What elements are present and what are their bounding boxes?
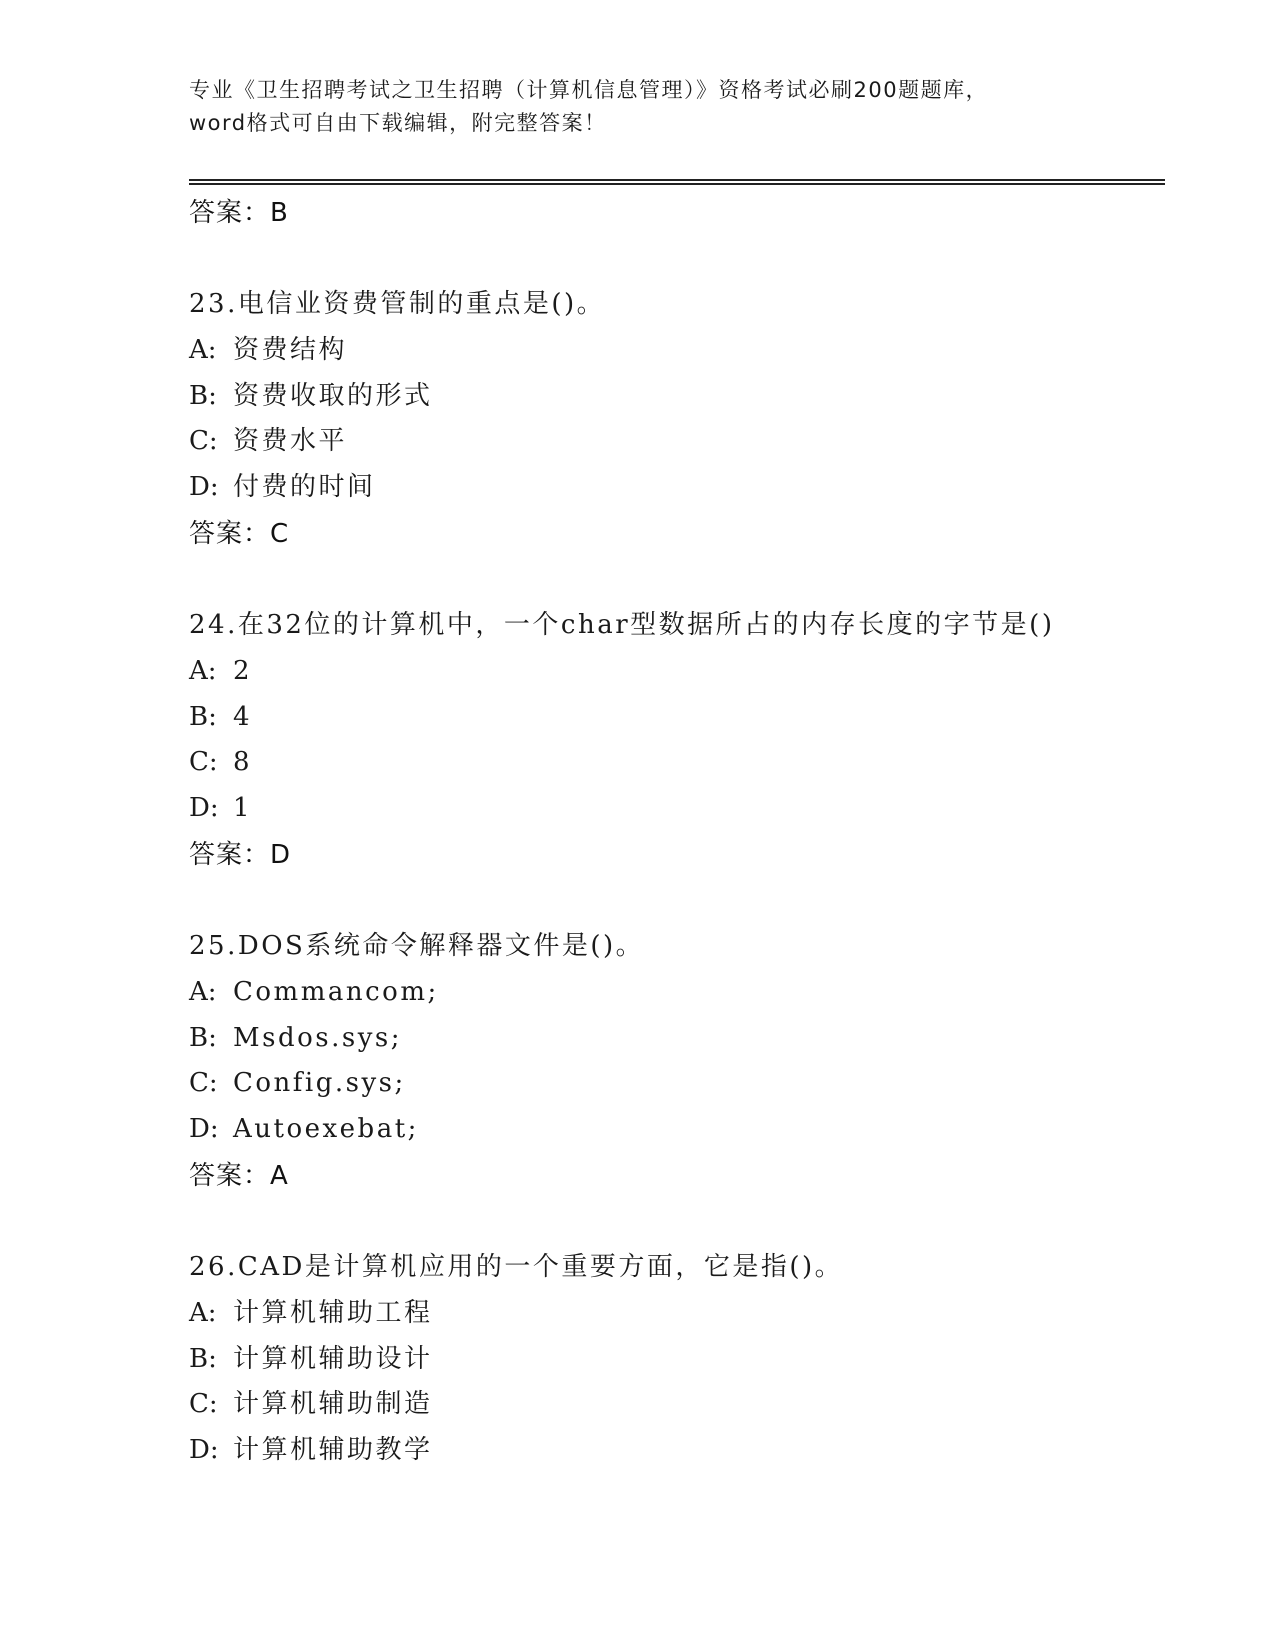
option-label: D: <box>189 1435 219 1466</box>
option-label: D: <box>189 472 219 503</box>
option-text: 计算机辅助教学 <box>233 1435 433 1466</box>
question-block <box>189 1245 1149 1474</box>
option-d <box>189 1107 1149 1153</box>
document-header <box>189 74 1089 140</box>
option-a <box>189 1291 1149 1337</box>
option-d <box>189 1428 1149 1474</box>
option-text: 4 <box>233 701 253 732</box>
option-label: D: <box>189 793 219 824</box>
option-label: C: <box>189 426 218 457</box>
option-b <box>189 1337 1149 1383</box>
option-text: 资费水平 <box>233 426 348 457</box>
header-line-2: word格式可自由下载编辑，附完整答案！ <box>189 111 607 135</box>
option-label: A: <box>189 334 217 365</box>
option-text: 1 <box>233 793 253 824</box>
question-stem: 26.CAD是计算机应用的一个重要方面，它是指()。 <box>189 1251 844 1282</box>
option-a <box>189 328 1149 374</box>
option-label: C: <box>189 747 218 778</box>
option-text: 计算机辅助制造 <box>233 1389 433 1420</box>
option-label: B: <box>189 380 217 411</box>
question-block <box>189 603 1149 878</box>
option-label: B: <box>189 1343 217 1374</box>
header-divider <box>189 179 1165 184</box>
option-text: 资费收取的形式 <box>233 380 433 411</box>
option-c <box>189 419 1149 465</box>
option-text: Autoexebat; <box>233 1114 419 1145</box>
option-label: C: <box>189 1389 218 1420</box>
option-c <box>189 1061 1149 1107</box>
option-text: 计算机辅助工程 <box>233 1297 433 1328</box>
answer-line: 答案：B <box>189 198 289 228</box>
answer-line: 答案：A <box>189 1160 289 1191</box>
option-label: A: <box>189 1297 217 1328</box>
option-text: Msdos.sys; <box>233 1022 403 1053</box>
option-b <box>189 695 1149 741</box>
option-d <box>189 786 1149 832</box>
option-d <box>189 465 1149 511</box>
option-label: A: <box>189 655 217 686</box>
option-label: C: <box>189 1068 218 1099</box>
option-b <box>189 1016 1149 1062</box>
header-line-1: 专业《卫生招聘考试之卫生招聘（计算机信息管理）》资格考试必刷200题题库， <box>189 78 989 102</box>
option-text: Commancom; <box>233 976 439 1007</box>
question-block <box>189 924 1149 1199</box>
option-text: 资费结构 <box>233 334 348 365</box>
answer-line: 答案：D <box>189 839 292 870</box>
answer-line: 答案：C <box>189 518 290 549</box>
question-stem: 25.DOS系统命令解释器文件是()。 <box>189 930 645 961</box>
option-text: 计算机辅助设计 <box>233 1343 433 1374</box>
option-text: 2 <box>233 655 253 686</box>
option-a <box>189 649 1149 695</box>
option-label: B: <box>189 701 217 732</box>
option-b <box>189 374 1149 420</box>
option-c <box>189 1382 1149 1428</box>
option-c <box>189 740 1149 786</box>
option-text: 付费的时间 <box>233 472 376 503</box>
option-label: A: <box>189 976 217 1007</box>
question-list <box>189 190 1149 1474</box>
question-block <box>189 282 1149 557</box>
option-text: 8 <box>233 747 253 778</box>
question-stem: 24.在32位的计算机中，一个char型数据所占的内存长度的字节是() <box>189 609 1055 640</box>
option-label: D: <box>189 1114 219 1145</box>
question-stem: 23.电信业资费管制的重点是()。 <box>189 289 606 319</box>
option-text: Config.sys; <box>233 1068 406 1099</box>
option-a <box>189 970 1149 1016</box>
option-label: B: <box>189 1022 217 1053</box>
